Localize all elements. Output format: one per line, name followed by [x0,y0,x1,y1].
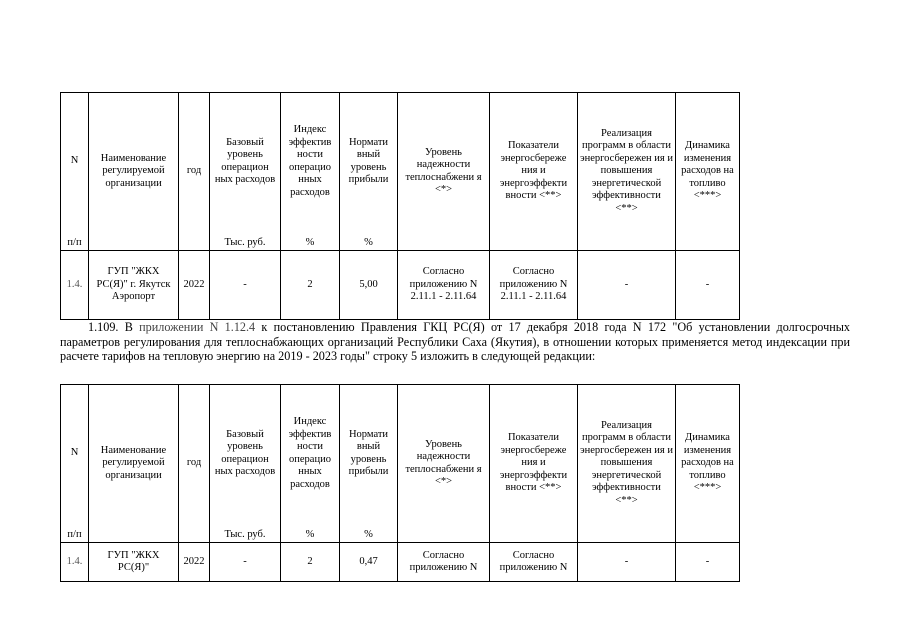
parameters-table-1 [60,92,740,320]
header-energy: Показатели энергосбереже ния и энергоэффекти вности <**> [490,385,578,543]
row-programs: - [578,251,676,320]
header-index-unit: % [281,522,340,543]
header-profit-unit: % [340,230,398,251]
row-num: 1.4. [61,543,89,582]
header-reliability: Уровень надежности теплоснабжени я <*> [398,93,490,251]
row-reliability: Согласно приложению N 2.11.1 - 2.11.64 [398,251,490,320]
row-base: - [210,543,281,582]
row-fuel: - [676,543,740,582]
parameters-table-2 [60,384,740,582]
paragraph-number: 1.109. В [88,320,133,334]
row-name: ГУП "ЖКХ РС(Я)" г. Якутск Аэропорт [89,251,179,320]
header-profit: Нормати вный уровень прибыли [340,93,398,231]
header-n-sub: п/п [61,522,89,543]
header-name: Наименование регулируемой организации [89,385,179,543]
row-profit: 5,00 [340,251,398,320]
amendment-paragraph [60,320,850,364]
header-n: N [61,385,89,523]
row-reliability: Согласно приложению N [398,543,490,582]
header-profit: Нормати вный уровень прибыли [340,385,398,523]
header-energy: Показатели энергосбереже ния и энергоэффекти вности <**> [490,93,578,251]
header-base: Базовый уровень операцион ных расходов [210,93,281,231]
table-row [61,251,740,320]
header-profit-unit: % [340,522,398,543]
row-fuel: - [676,251,740,320]
header-reliability: Уровень надежности теплоснабжени я <*> [398,385,490,543]
header-fuel: Динамика изменения расходов на топливо <***> [676,93,740,251]
header-year: год [179,385,210,543]
header-base-unit: Тыс. руб. [210,230,281,251]
row-base: - [210,251,281,320]
row-name: ГУП "ЖКХ РС(Я)" [89,543,179,582]
header-n-sub: п/п [61,230,89,251]
row-profit: 0,47 [340,543,398,582]
header-base: Базовый уровень операцион ных расходов [210,385,281,523]
paragraph-text: к постановлению Правления ГКЦ РС(Я) от 17 декабря 2018 года N 172 "Об установлении долгосрочных параметров регулирования для теплоснабжающих организаций Республики Саха (Якутия), в отношении которых применяется метод индексации при расчете тарифов на тепловую энергию на 2019 - 2023 годы" строку 5 изложить в следующей редакции: [60,320,851,363]
row-year: 2022 [179,251,210,320]
table-row [61,543,740,582]
header-programs: Реализация программ в области энергосбережен ия и повышения энергетической эффективности <**> [578,93,676,251]
row-num: 1.4. [61,251,89,320]
header-fuel: Динамика изменения расходов на топливо <***> [676,385,740,543]
appendix-link[interactable]: приложении N 1.12.4 [139,320,256,334]
row-index: 2 [281,543,340,582]
row-energy: Согласно приложению N [490,543,578,582]
header-index-unit: % [281,230,340,251]
header-index: Индекс эффектив ности операцио нных расходов [281,93,340,231]
header-n: N [61,93,89,231]
header-index: Индекс эффектив ности операцио нных расходов [281,385,340,523]
row-energy: Согласно приложению N 2.11.1 - 2.11.64 [490,251,578,320]
row-programs: - [578,543,676,582]
row-index: 2 [281,251,340,320]
row-year: 2022 [179,543,210,582]
header-programs: Реализация программ в области энергосбережен ия и повышения энергетической эффективности <**> [578,385,676,543]
header-year: год [179,93,210,251]
header-base-unit: Тыс. руб. [210,522,281,543]
header-name: Наименование регулируемой организации [89,93,179,251]
